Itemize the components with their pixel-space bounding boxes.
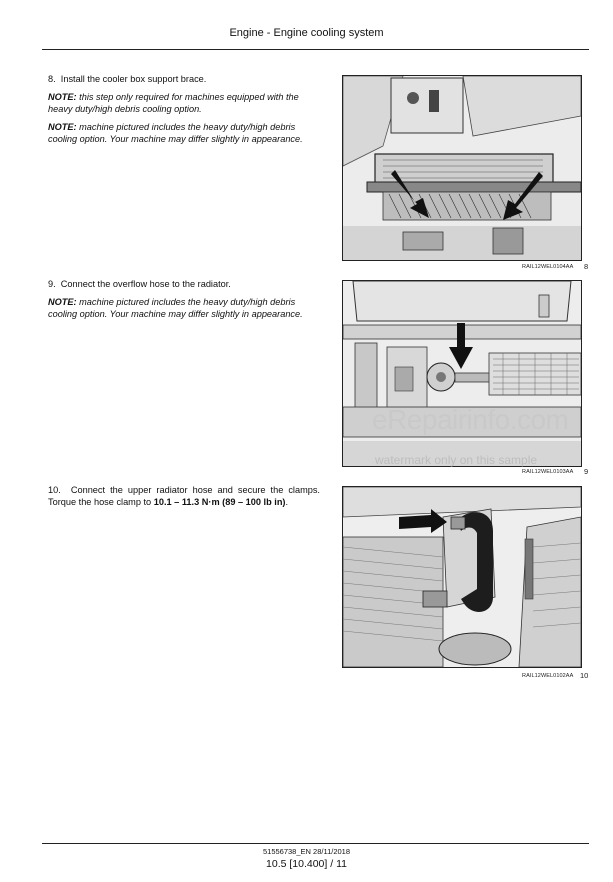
step-8-instruction	[48, 73, 320, 85]
figure-9-number: 9	[584, 467, 589, 476]
footer-page-number: 10.5 [10.400] / 11	[266, 858, 347, 870]
note-label: NOTE:	[48, 122, 77, 132]
figure-8-image	[342, 75, 582, 261]
step-text: Install the cooler box support brace.	[60, 74, 207, 84]
step-text-end: .	[285, 497, 289, 507]
figure-9-image	[342, 280, 582, 467]
footer-document-id: 51556738_EN 28/11/2018	[262, 847, 351, 856]
step-10	[48, 484, 320, 514]
note-text: machine pictured includes the heavy duty/high debris cooling option. Your machine may differ slightly in appearance.	[48, 297, 303, 319]
note	[48, 121, 320, 145]
note-label: NOTE:	[48, 92, 77, 102]
note-text: this step only required for machines equipped with the heavy duty/high debris cooling option.	[48, 92, 299, 114]
step-10-instruction	[48, 484, 320, 508]
step-8	[48, 73, 320, 151]
torque-value: 10.1 – 11.3 N·m (89 – 100 lb in)	[153, 497, 286, 507]
watermark-subtext: watermark only on this sample	[375, 453, 538, 467]
figure-9-code: RAIL12WEL0103AA	[522, 469, 574, 475]
watermark-text: eRepairinfo.com	[372, 404, 569, 435]
footer-divider	[42, 843, 589, 844]
step-number: 9.	[48, 279, 56, 289]
step-9-instruction	[48, 278, 320, 290]
note-label: NOTE:	[48, 297, 77, 307]
step-number: 10.	[48, 485, 61, 495]
header-divider	[42, 49, 589, 50]
step-text: Connect the upper radiator hose and secure the clamps. Torque the hose clamp to	[48, 485, 320, 507]
figure-10-number: 10	[580, 671, 589, 680]
note	[48, 91, 320, 115]
figure-10-code: RAIL12WEL0102AA	[522, 673, 574, 679]
step-9	[48, 278, 320, 326]
figure-8-number: 8	[584, 262, 589, 271]
figure-8-code: RAIL12WEL0104AA	[522, 264, 574, 270]
note	[48, 296, 320, 320]
figure-10-image	[342, 486, 582, 668]
step-number: 8.	[48, 74, 56, 84]
note-text: machine pictured includes the heavy duty/high debris cooling option. Your machine may differ slightly in appearance.	[48, 122, 303, 144]
step-text: Connect the overflow hose to the radiator.	[60, 279, 231, 289]
page-header-title: Engine - Engine cooling system	[229, 27, 384, 39]
